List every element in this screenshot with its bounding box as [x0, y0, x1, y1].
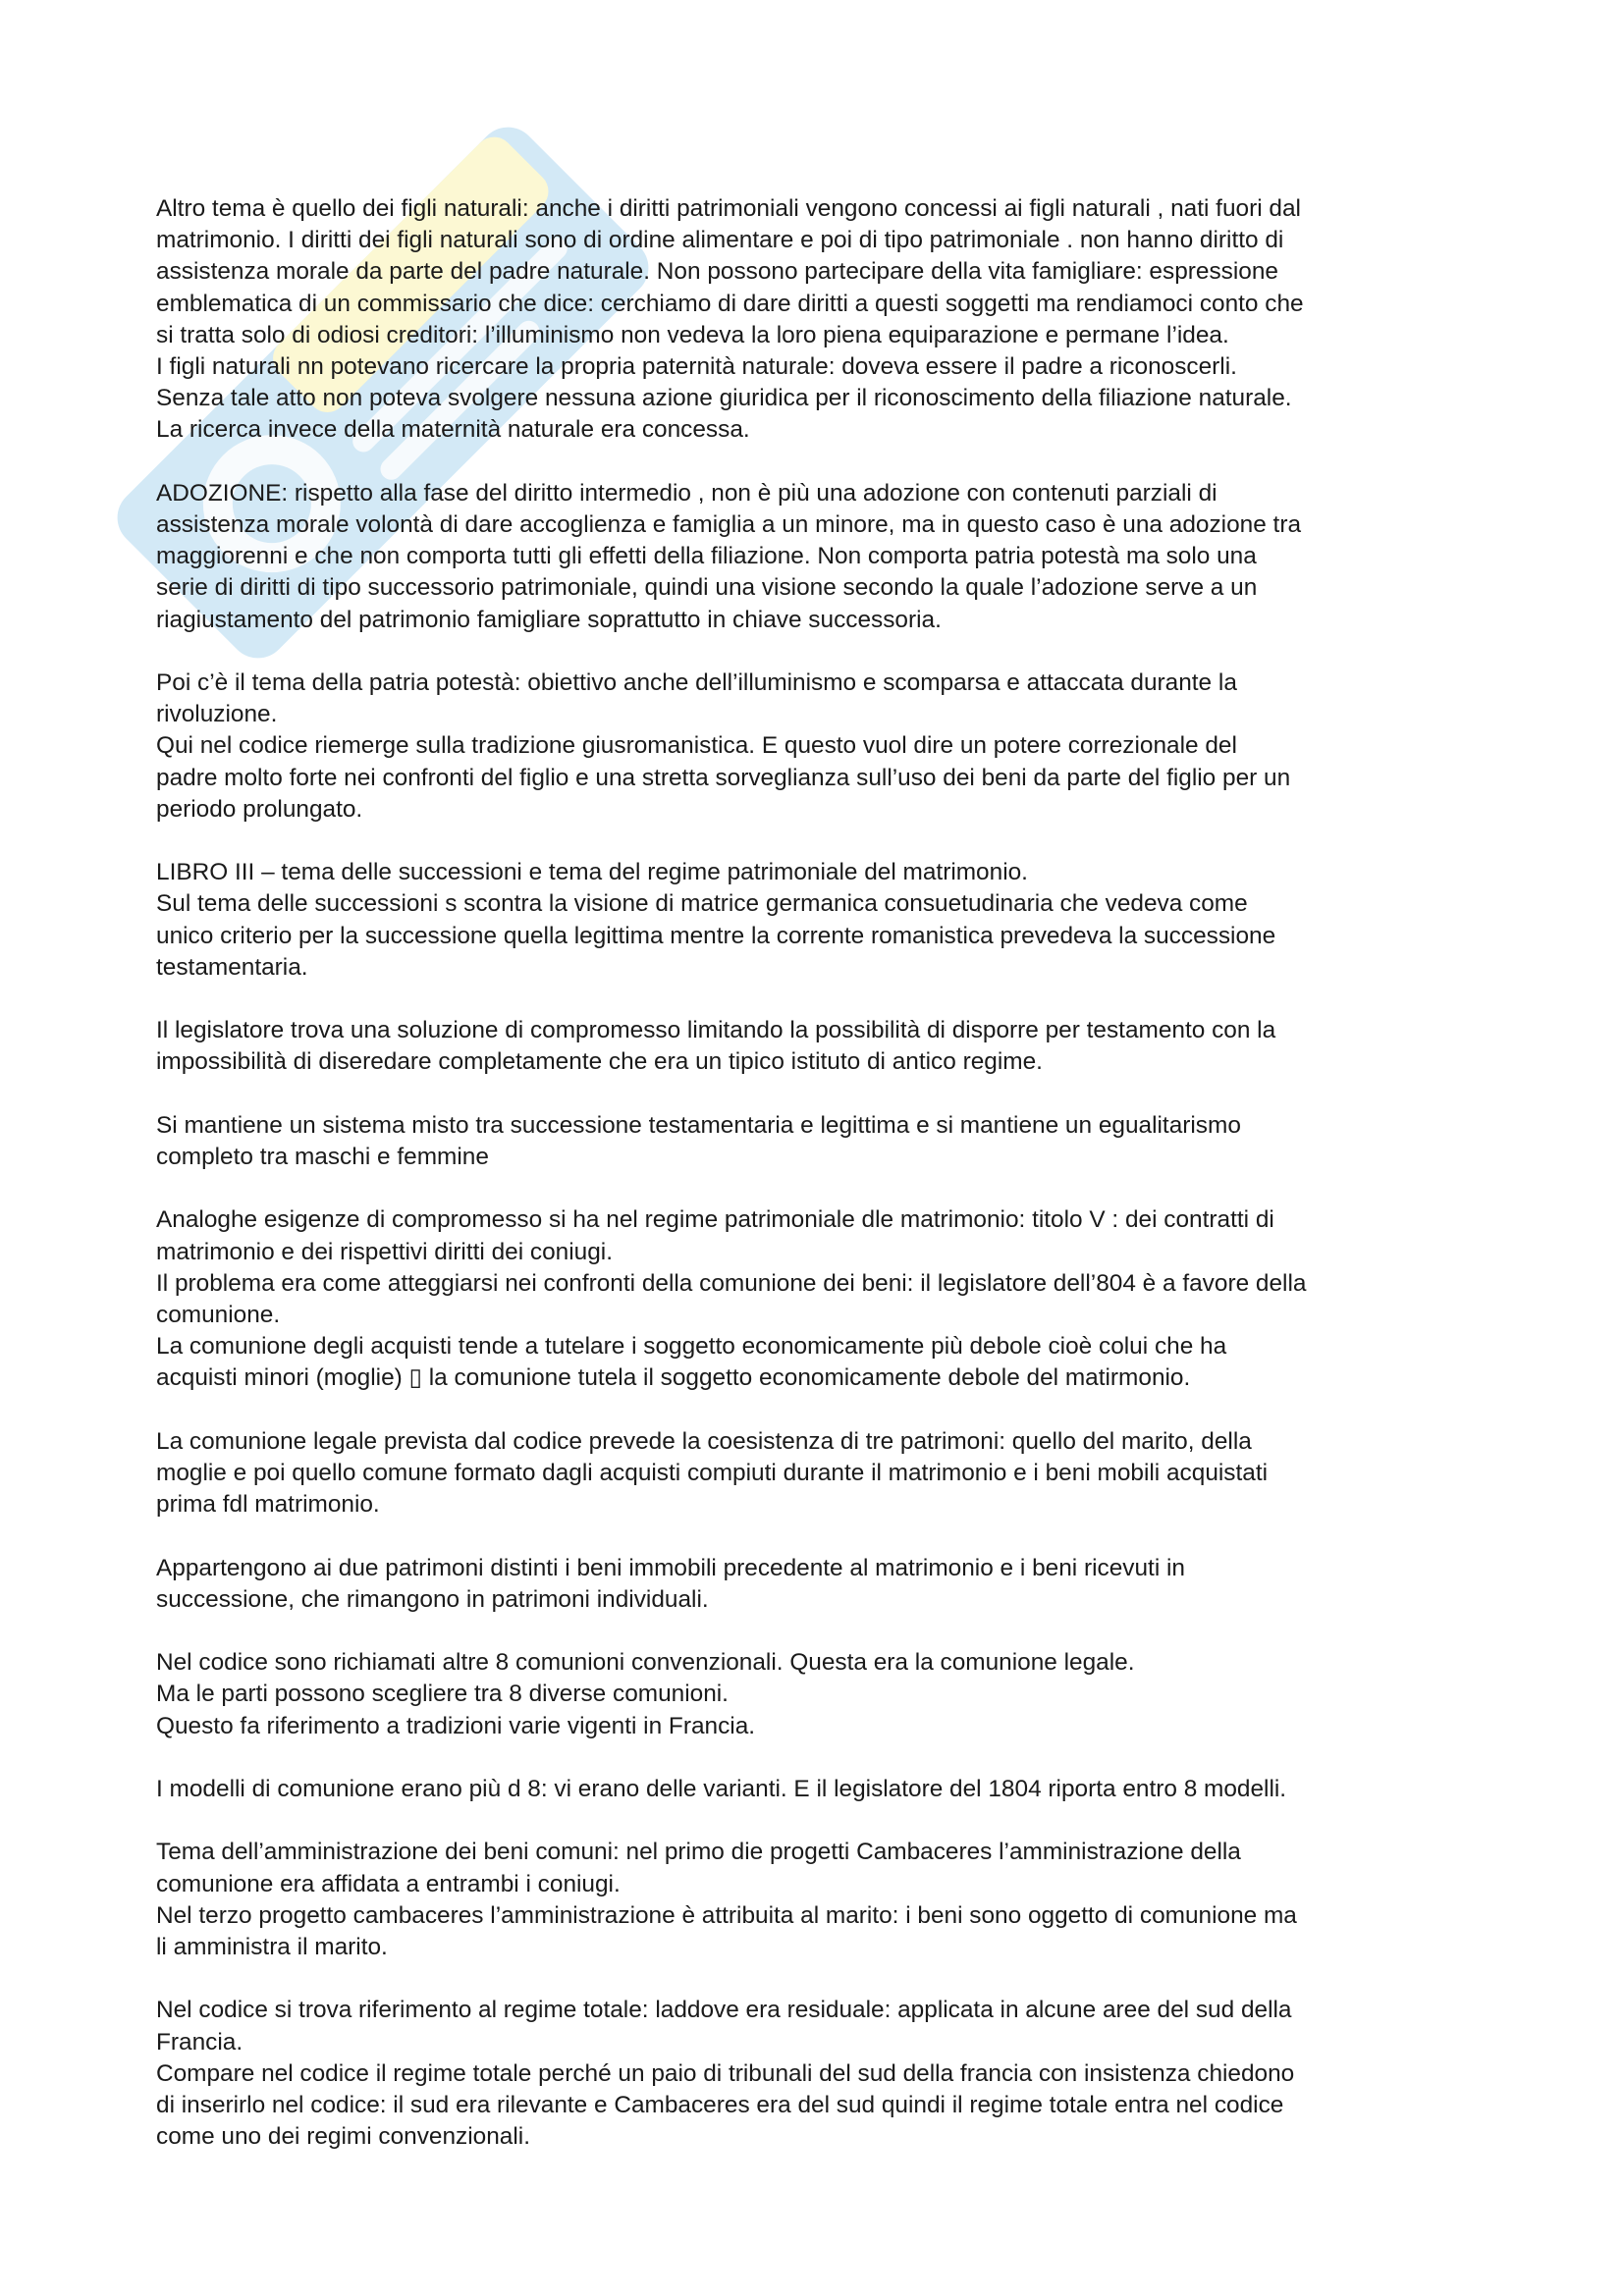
text-line: Tema dell’amministrazione dei beni comuni: nel primo die progetti Cambaceres l’amministrazione della: [156, 1839, 1241, 1866]
text-line: Qui nel codice riemerge sulla tradizione giusromanistica. E questo vuol dire un potere correzionale del: [156, 732, 1237, 760]
text-line: rivoluzione.: [156, 701, 278, 728]
text-line: Questo fa riferimento a tradizioni varie vigenti in Francia.: [156, 1712, 756, 1739]
text-line: moglie e poi quello comune formato dagli acquisti compiuti durante il matrimonio e i beni mobili acquistati: [156, 1460, 1269, 1487]
text-line: Altro tema è quello dei figli naturali: anche i diritti patrimoniali vengono concessi ai figli naturali , nati fuori dal: [156, 195, 1301, 222]
text-line: di inserirlo nel codice: il sud era rilevante e Cambaceres era del sud quindi il regime totale entra nel codice: [156, 2092, 1284, 2118]
text-line: prima fdl matrimonio.: [156, 1491, 380, 1519]
text-line: Si mantiene un sistema misto tra successione testamentaria e legittima e si mantiene un egualitarismo: [156, 1111, 1241, 1139]
text-line: acquisti minori (moglie) ▯ la comunione tutela il soggetto economicamente debole del matirmonio.: [156, 1364, 1191, 1392]
paragraph: [156, 1553, 1491, 1616]
text-line: riagiustamento del patrimonio famigliare soprattutto in chiave successoria.: [156, 606, 942, 633]
paragraph: [156, 1837, 1491, 1963]
text-line: Senza tale atto non poteva svolgere nessuna azione giuridica per il riconoscimento della filiazione naturale.: [156, 385, 1292, 412]
text-line: periodo prolungato.: [156, 795, 363, 823]
text-line: comunione.: [156, 1302, 281, 1329]
paragraph: [156, 193, 1491, 447]
text-line: I modelli di comunione erano più d 8: vi erano delle varianti. E il legislatore del 1804 riporta entro 8 modelli.: [156, 1776, 1287, 1802]
text-line: testamentaria.: [156, 953, 308, 981]
paragraph: [156, 667, 1491, 826]
text-line: padre molto forte nei confronti del figlio e una stretta sorveglianza sull’uso dei beni da parte del figlio per un: [156, 764, 1291, 791]
text-line: impossibilità di diseredare completamente che era un tipico istituto di antico regime.: [156, 1048, 1043, 1076]
paragraph: [156, 478, 1491, 636]
text-line: Francia.: [156, 2028, 243, 2056]
text-line: matrimonio e dei rispettivi diritti dei coniugi.: [156, 1238, 613, 1265]
text-line: unico criterio per la successione quella legittima mentre la corrente romanistica prevedeva la successione: [156, 922, 1276, 949]
text-line: Poi c’è il tema della patria potestà: obiettivo anche dell’illuminismo e scomparsa e attaccata durante la: [156, 669, 1237, 697]
text-line: serie di diritti di tipo successorio patrimoniale, quindi una visione secondo la quale l’adozione serve a un: [156, 574, 1258, 602]
paragraph: [156, 1426, 1491, 1522]
text-line: La comunione degli acquisti tende a tutelare i soggetto economicamente più debole cioè colui che ha: [156, 1333, 1227, 1361]
paragraph: [156, 1647, 1491, 1742]
text-line: assistenza morale volontà di dare accoglienza e famiglia a un minore, ma in questo caso è una adozione tra: [156, 511, 1302, 539]
paragraph: [156, 1015, 1491, 1078]
text-line: Analoghe esigenze di compromesso si ha nel regime patrimoniale dle matrimonio: titolo V : dei contratti di: [156, 1206, 1274, 1234]
text-line: Il legislatore trova una soluzione di compromesso limitando la possibilità di disporre per testamento con la: [156, 1017, 1276, 1044]
paragraph: [156, 857, 1491, 984]
paragraph: [156, 1204, 1491, 1394]
text-line: maggiorenni e che non comporta tutti gli effetti della filiazione. Non comporta patria potestà ma solo una: [156, 543, 1257, 570]
text-line: matrimonio. I diritti dei figli naturali sono di ordine alimentare e poi di tipo patrimoniale . non hanno diritto di: [156, 227, 1284, 254]
paragraph: [156, 1774, 1491, 1805]
text-line: Compare nel codice il regime totale perché un paio di tribunali del sud della francia con insistenza chiedono: [156, 2059, 1295, 2087]
text-line: successione, che rimangono in patrimoni individuali.: [156, 1585, 709, 1613]
text-line: si tratta solo di odiosi creditori: l’illuminismo non vedeva la loro piena equiparazione e permane l’idea.: [156, 321, 1229, 348]
text-line: Appartengono ai due patrimoni distinti i beni immobili precedente al matrimonio e i beni ricevuti in: [156, 1554, 1185, 1581]
text-line: emblematica di un commissario che dice: cerchiamo di dare diritti a questi soggetti ma rendiamoci conto che: [156, 290, 1304, 317]
text-line: Sul tema delle successioni s scontra la visione di matrice germanica consuetudinaria che vedeva come: [156, 890, 1248, 918]
paragraph: [156, 1995, 1491, 2153]
text-line: Nel codice sono richiamati altre 8 comunioni convenzionali. Questa era la comunione legale.: [156, 1649, 1135, 1677]
text-line: li amministra il marito.: [156, 1934, 388, 1960]
text-line: La comunione legale prevista dal codice prevede la coesistenza di tre patrimoni: quello del marito, della: [156, 1427, 1252, 1455]
text-line: I figli naturali nn potevano ricercare la propria paternità naturale: doveva essere il padre a riconoscerli.: [156, 353, 1237, 381]
paragraph: [156, 1110, 1491, 1173]
text-line: Nel codice si trova riferimento al regime totale: laddove era residuale: applicata in alcune aree del sud della: [156, 1997, 1292, 2024]
text-line: Nel terzo progetto cambaceres l’amministrazione è attribuita al marito: i beni sono oggetto di comunione ma: [156, 1901, 1297, 1929]
text-line: ADOZIONE: rispetto alla fase del diritto intermedio , non è più una adozione con contenuti parziali di: [156, 479, 1217, 507]
text-line: Il problema era come atteggiarsi nei confronti della comunione dei beni: il legislatore dell’804 è a favore della: [156, 1269, 1307, 1297]
text-line: Ma le parti possono scegliere tra 8 diverse comunioni.: [156, 1681, 729, 1708]
text-line: completo tra maschi e femmine: [156, 1144, 489, 1171]
document-body: [156, 193, 1491, 2185]
text-line: assistenza morale da parte del padre naturale. Non possono partecipare della vita famigliare: espressione: [156, 258, 1278, 286]
text-line: LIBRO III – tema delle successioni e tema del regime patrimoniale del matrimonio.: [156, 859, 1028, 886]
text-line: come uno dei regimi convenzionali.: [156, 2123, 530, 2151]
text-line: La ricerca invece della maternità naturale era concessa.: [156, 416, 750, 444]
text-line: comunione era affidata a entrambi i coniugi.: [156, 1870, 621, 1897]
